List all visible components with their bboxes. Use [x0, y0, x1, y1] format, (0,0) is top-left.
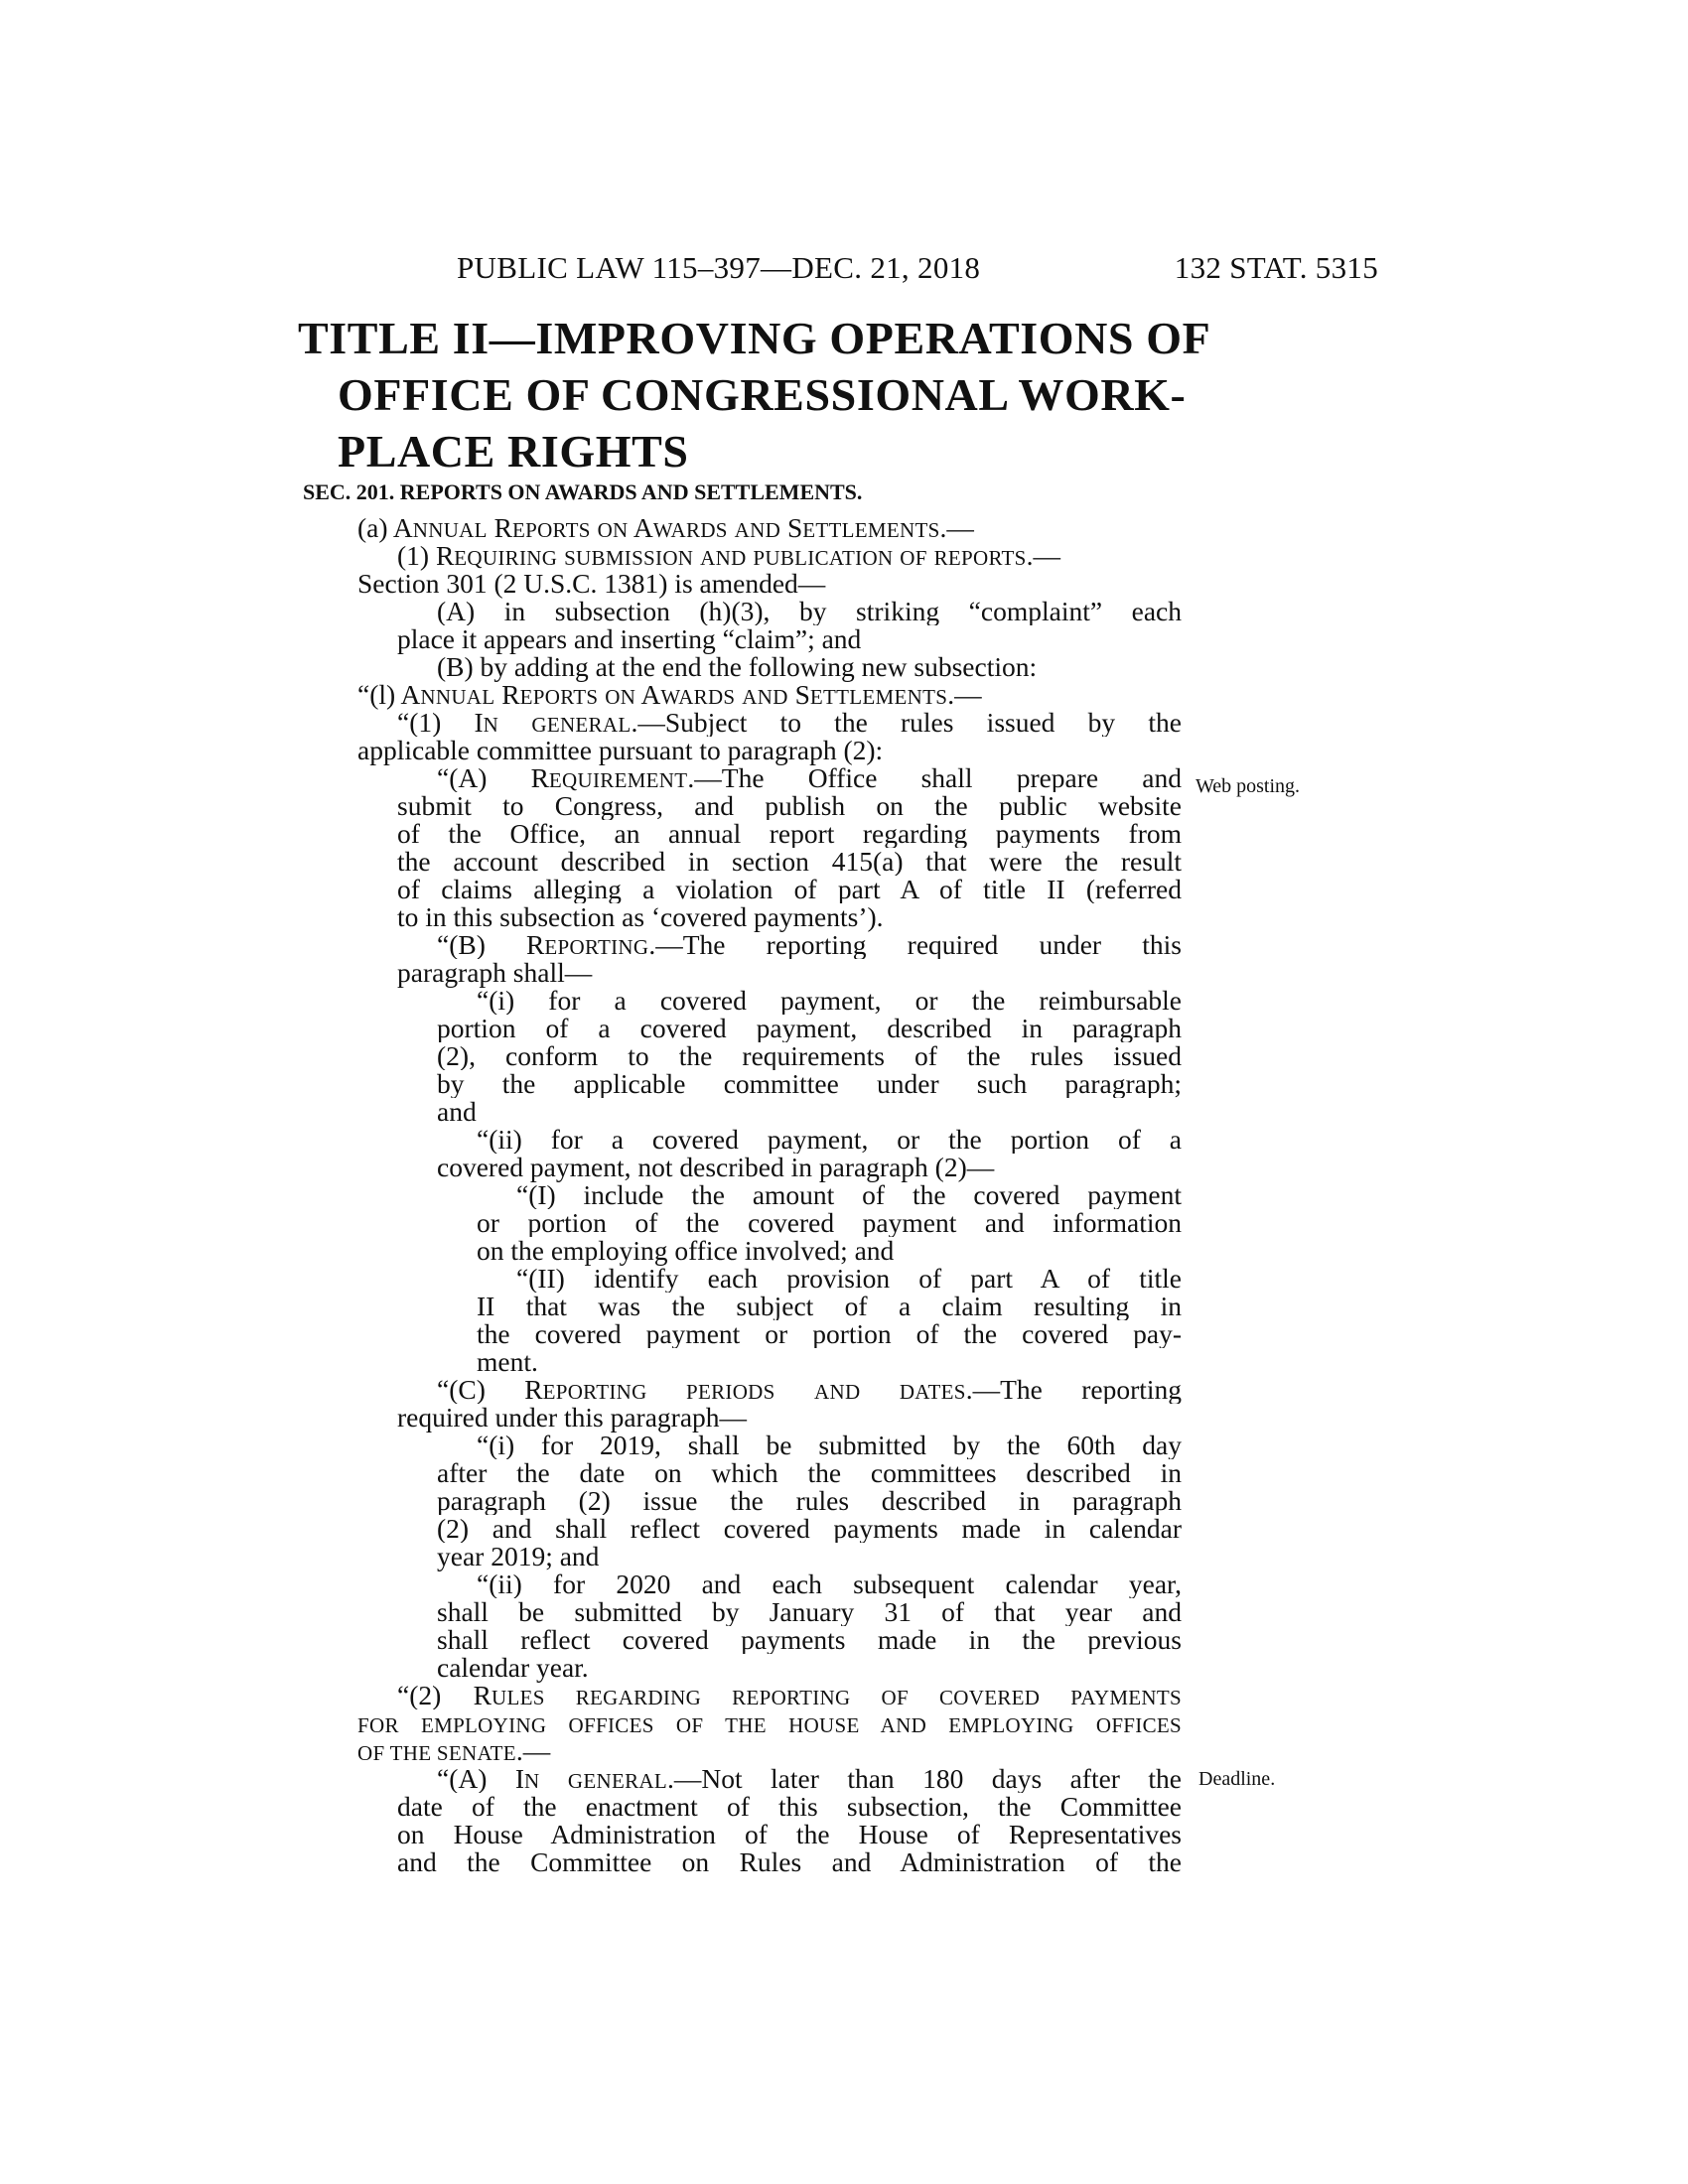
section-body [357, 514, 1182, 1876]
text-line: “(i) for a covered payment, or the reimbursable [477, 987, 1182, 1015]
text-line: the covered payment or portion of the covered pay- [477, 1320, 1182, 1348]
text-line: Section 301 (2 U.S.C. 1381) is amended— [357, 568, 826, 599]
text-line: the account described in section 415(a) that were the result [397, 848, 1182, 876]
text-line: covered payment, not described in paragraph (2)— [437, 1152, 995, 1182]
text-line: calendar year. [437, 1652, 589, 1683]
text-line: and the Committee on Rules and Administration of the [397, 1848, 1182, 1876]
margin-note-web-posting: Web posting. [1196, 775, 1301, 797]
text-line: “(1) IN GENERAL.—Subject to the rules issued by the [397, 709, 1182, 737]
text-line: ment. [477, 1346, 538, 1377]
text-line: on House Administration of the House of Representatives [397, 1821, 1182, 1848]
text-line: (B) by adding at the end the following new subsection: [437, 651, 1038, 682]
text-line: “(I) include the amount of the covered payment [516, 1181, 1182, 1209]
running-head: PUBLIC LAW 115–397—DEC. 21, 2018 [457, 250, 981, 285]
text-line: “(C) REPORTING PERIODS AND DATES.—The reporting [437, 1376, 1182, 1404]
text-line: “(II) identify each provision of part A of title [516, 1265, 1182, 1293]
text-line: of the Office, an annual report regarding payments from [397, 820, 1182, 848]
text-line: “(ii) for 2020 and each subsequent calendar year, [477, 1570, 1182, 1598]
text-line: shall be submitted by January 31 of that year and [437, 1598, 1182, 1626]
margin-note-deadline: Deadline. [1198, 1768, 1276, 1790]
title-line-2: OFFICE OF CONGRESSIONAL WORK- [338, 369, 1187, 420]
text-line: by the applicable committee under such paragraph; [437, 1070, 1182, 1098]
text-line: II that was the subject of a claim resulting in [477, 1293, 1182, 1320]
text-line: “(i) for 2019, shall be submitted by the 60th day [477, 1432, 1182, 1459]
text-line: “(B) REPORTING.—The reporting required under this [437, 931, 1182, 959]
text-line: year 2019; and [437, 1541, 600, 1571]
text-line: “(2) RULES REGARDING REPORTING OF COVERED PAYMENTS [397, 1682, 1182, 1709]
text-line: (2) and shall reflect covered payments made in calendar [437, 1515, 1182, 1543]
text-line: applicable committee pursuant to paragraph (2): [357, 735, 884, 765]
text-line: or portion of the covered payment and information [477, 1209, 1182, 1237]
text-line: “(ii) for a covered payment, or the portion of a [477, 1126, 1182, 1154]
text-line: “(l) ANNUAL REPORTS ON AWARDS AND SETTLEMENTS.— [357, 679, 982, 710]
title-heading [298, 310, 1211, 479]
text-line: “(A) REQUIREMENT.—The Office shall prepare and [437, 764, 1182, 792]
text-line: date of the enactment of this subsection, the Committee [397, 1793, 1182, 1821]
text-line: submit to Congress, and publish on the public website [397, 792, 1182, 820]
title-line-1: TITLE II—IMPROVING OPERATIONS OF [298, 313, 1211, 363]
text-line: (a) ANNUAL REPORTS ON AWARDS AND SETTLEMENTS.— [357, 512, 974, 543]
text-line: and [437, 1096, 477, 1127]
text-line: place it appears and inserting “claim”; and [397, 623, 862, 654]
title-line-3: PLACE RIGHTS [338, 426, 689, 477]
text-line: “(A) IN GENERAL.—Not later than 180 days after the [437, 1765, 1182, 1793]
text-line: after the date on which the committees described in [437, 1459, 1182, 1487]
statute-page-reference: 132 STAT. 5315 [1174, 250, 1378, 285]
text-line: (A) in subsection (h)(3), by striking “complaint” each [437, 598, 1182, 625]
section-heading: SEC. 201. REPORTS ON AWARDS AND SETTLEMENTS. [303, 479, 863, 504]
text-line: paragraph shall— [397, 957, 593, 988]
text-line: OF THE SENATE.— [357, 1735, 551, 1766]
text-line: on the employing office involved; and [477, 1235, 895, 1266]
text-line: required under this paragraph— [397, 1402, 748, 1433]
text-line: (2), conform to the requirements of the rules issued [437, 1042, 1182, 1070]
text-line: shall reflect covered payments made in the previous [437, 1626, 1182, 1654]
text-line: portion of a covered payment, described in paragraph [437, 1015, 1182, 1042]
text-line: paragraph (2) issue the rules described in paragraph [437, 1487, 1182, 1515]
text-line: FOR EMPLOYING OFFICES OF THE HOUSE AND EMPLOYING OFFICES [357, 1713, 1182, 1737]
text-line: of claims alleging a violation of part A of title II (referred [397, 876, 1182, 903]
text-line: to in this subsection as ‘covered payments’). [397, 901, 884, 932]
page-header [457, 250, 1378, 286]
text-line: (1) REQUIRING SUBMISSION AND PUBLICATION OF REPORTS.— [397, 540, 1061, 571]
